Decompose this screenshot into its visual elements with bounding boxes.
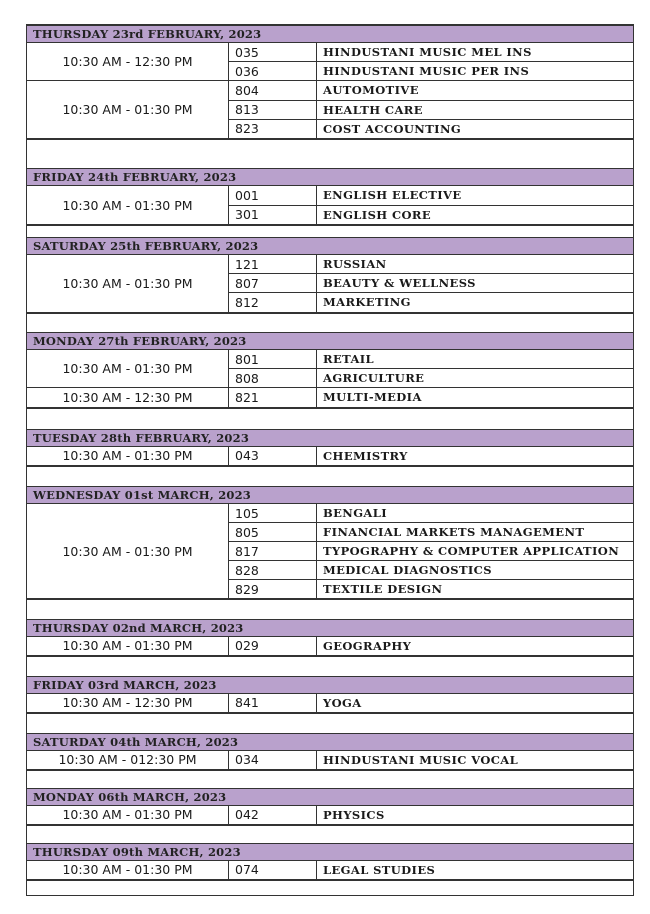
paper-row <box>229 447 633 466</box>
subject-name: CHEMISTRY <box>323 448 408 463</box>
day-block <box>27 350 633 408</box>
day-block <box>27 504 633 599</box>
paper-row <box>229 369 633 388</box>
subject-code: 121 <box>229 255 317 273</box>
subject-code: 823 <box>229 120 317 138</box>
paper-row <box>229 861 633 880</box>
exam-time: 10:30 AM - 012:30 PM <box>27 751 229 770</box>
exam-time: 10:30 AM - 01:30 PM <box>27 504 229 599</box>
day-block <box>27 806 633 825</box>
paper-row <box>229 561 633 580</box>
subject-name: LEGAL STUDIES <box>323 862 436 877</box>
subject-code: 807 <box>229 274 317 292</box>
section-divider <box>27 139 633 140</box>
subject-name: HINDUSTANI MUSIC PER INS <box>323 64 530 79</box>
subject-name: HINDUSTANI MUSIC MEL INS <box>323 45 532 60</box>
section-divider <box>27 599 633 600</box>
day-header: FRIDAY 03rd MARCH, 2023 <box>27 676 633 694</box>
day-block <box>27 186 633 225</box>
section-divider <box>27 225 633 226</box>
subject-code: 301 <box>229 206 317 225</box>
day-block <box>27 255 633 313</box>
subject-code: 828 <box>229 561 317 579</box>
day-header: TUESDAY 28th FEBRUARY, 2023 <box>27 429 633 447</box>
paper-row <box>229 350 633 369</box>
paper-row <box>229 542 633 561</box>
subject-name: BENGALI <box>323 506 388 520</box>
day-block <box>27 637 633 656</box>
section-divider <box>27 466 633 467</box>
day-block <box>27 43 633 139</box>
day-header: THURSDAY 09th MARCH, 2023 <box>27 843 633 861</box>
day-header: SATURDAY 25th FEBRUARY, 2023 <box>27 237 633 255</box>
subject-name: FINANCIAL MARKETS MANAGEMENT <box>323 525 585 539</box>
day-header: FRIDAY 24th FEBRUARY, 2023 <box>27 168 633 186</box>
day-block <box>27 447 633 466</box>
subject-code: 036 <box>229 62 317 80</box>
exam-time: 10:30 AM - 01:30 PM <box>27 255 229 313</box>
subject-name: AGRICULTURE <box>323 371 425 386</box>
paper-row <box>229 694 633 713</box>
paper-row <box>229 637 633 656</box>
day-header: THURSDAY 23rd FEBRUARY, 2023 <box>27 25 633 43</box>
paper-row <box>229 806 633 825</box>
day-header: MONDAY 06th MARCH, 2023 <box>27 788 633 806</box>
subject-name: MULTI-MEDIA <box>323 390 422 405</box>
subject-name: BEAUTY & WELLNESS <box>323 276 476 291</box>
subject-code: 105 <box>229 504 317 522</box>
subject-name: ENGLISH CORE <box>323 207 432 222</box>
paper-row <box>229 274 633 293</box>
subject-code: 813 <box>229 101 317 119</box>
exam-time: 10:30 AM - 01:30 PM <box>27 81 229 139</box>
subject-name: MARKETING <box>323 295 411 310</box>
paper-row <box>229 81 633 100</box>
subject-name: ENGLISH ELECTIVE <box>323 188 462 203</box>
paper-row <box>229 751 633 770</box>
day-block <box>27 694 633 713</box>
section-divider <box>27 825 633 826</box>
paper-row <box>229 43 633 62</box>
section-divider <box>27 408 633 409</box>
subject-code: 829 <box>229 580 317 598</box>
subject-code: 043 <box>229 447 317 465</box>
subject-code: 034 <box>229 751 317 769</box>
subject-code: 042 <box>229 806 317 824</box>
subject-name: HINDUSTANI MUSIC VOCAL <box>323 752 519 767</box>
exam-time: 10:30 AM - 01:30 PM <box>27 861 229 880</box>
paper-row <box>229 523 633 542</box>
subject-name: MEDICAL DIAGNOSTICS <box>323 563 492 577</box>
subject-code: 805 <box>229 523 317 541</box>
exam-time: 10:30 AM - 12:30 PM <box>27 43 229 81</box>
paper-row <box>229 206 633 226</box>
day-block <box>27 861 633 880</box>
section-divider <box>27 656 633 657</box>
paper-row <box>229 120 633 139</box>
subject-code: 029 <box>229 637 317 655</box>
day-block <box>27 751 633 770</box>
paper-row <box>229 388 633 407</box>
subject-name: TEXTILE DESIGN <box>323 582 443 596</box>
subject-name: GEOGRAPHY <box>323 638 412 653</box>
paper-row <box>229 580 633 599</box>
subject-name: COST ACCOUNTING <box>323 121 462 136</box>
subject-name: HEALTH CARE <box>323 102 423 117</box>
day-header: MONDAY 27th FEBRUARY, 2023 <box>27 332 633 350</box>
exam-time: 10:30 AM - 12:30 PM <box>27 388 229 407</box>
section-divider <box>27 770 633 771</box>
subject-name: PHYSICS <box>323 807 385 822</box>
exam-time: 10:30 AM - 01:30 PM <box>27 806 229 825</box>
section-divider <box>27 313 633 314</box>
exam-time: 10:30 AM - 01:30 PM <box>27 637 229 656</box>
day-header: THURSDAY 02nd MARCH, 2023 <box>27 619 633 637</box>
subject-name: YOGA <box>323 695 362 710</box>
paper-row <box>229 101 633 120</box>
subject-code: 801 <box>229 350 317 368</box>
subject-code: 817 <box>229 542 317 560</box>
subject-name: RETAIL <box>323 352 375 367</box>
exam-time: 10:30 AM - 01:30 PM <box>27 186 229 225</box>
subject-code: 804 <box>229 81 317 99</box>
paper-row <box>229 62 633 81</box>
exam-time: 10:30 AM - 01:30 PM <box>27 447 229 466</box>
subject-name: RUSSIAN <box>323 257 387 272</box>
paper-row <box>229 186 633 206</box>
paper-row <box>229 293 633 312</box>
day-header: WEDNESDAY 01st MARCH, 2023 <box>27 486 633 504</box>
subject-code: 035 <box>229 43 317 61</box>
subject-code: 001 <box>229 186 317 205</box>
day-header: SATURDAY 04th MARCH, 2023 <box>27 733 633 751</box>
subject-code: 808 <box>229 369 317 387</box>
paper-row <box>229 504 633 523</box>
subject-name: AUTOMOTIVE <box>323 83 419 98</box>
subject-code: 074 <box>229 861 317 879</box>
section-divider <box>27 880 633 881</box>
exam-time: 10:30 AM - 01:30 PM <box>27 350 229 388</box>
section-divider <box>27 713 633 714</box>
subject-name: TYPOGRAPHY & COMPUTER APPLICATION <box>323 544 620 558</box>
subject-code: 812 <box>229 293 317 311</box>
datesheet-table <box>26 24 634 896</box>
exam-time: 10:30 AM - 12:30 PM <box>27 694 229 713</box>
subject-code: 821 <box>229 388 317 406</box>
subject-code: 841 <box>229 694 317 712</box>
paper-row <box>229 255 633 274</box>
